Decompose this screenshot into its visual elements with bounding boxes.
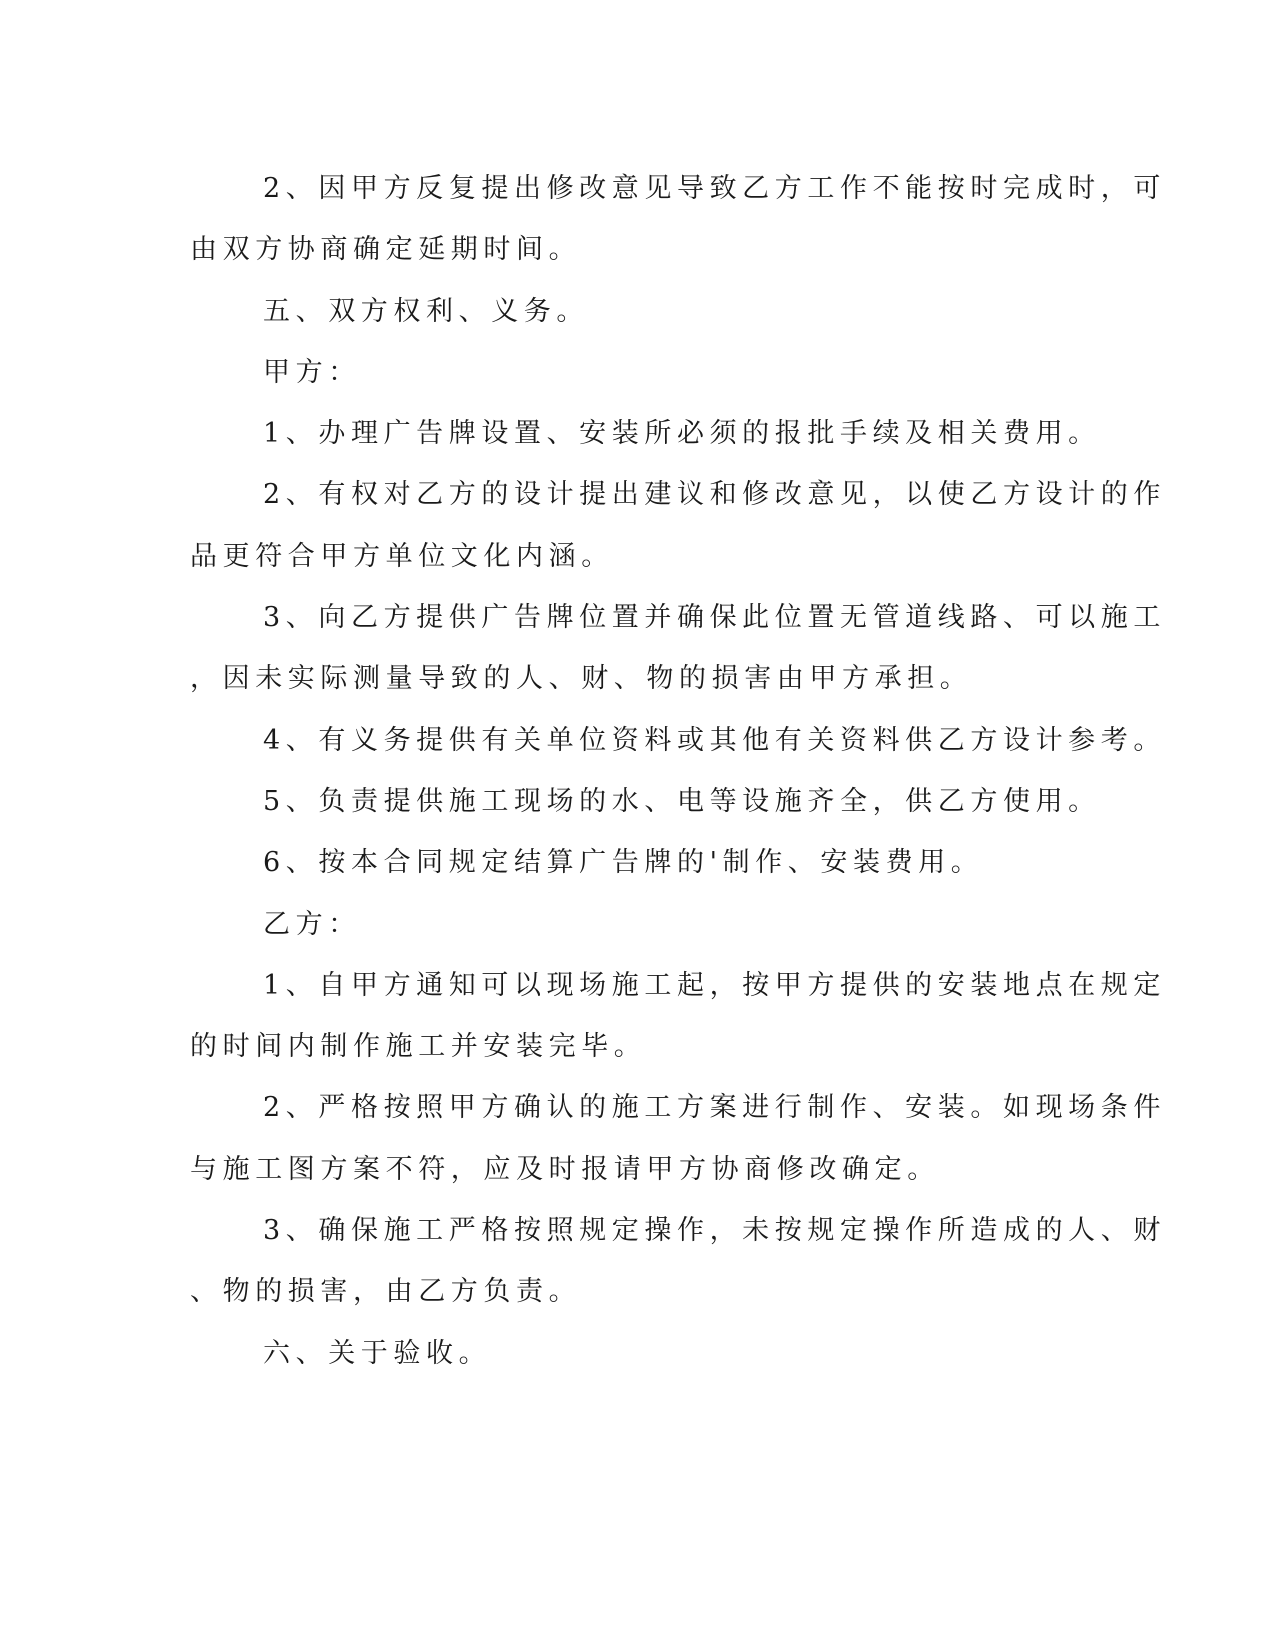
paragraph-line: 2、严格按照甲方确认的施工方案进行制作、安装。如现场条件 xyxy=(263,1092,1166,1124)
paragraph-line: 1、办理广告牌设置、安装所必须的报批手续及相关费用。 xyxy=(263,418,1101,450)
paragraph-line: ，因未实际测量导致的人、财、物的损害由甲方承担。 xyxy=(190,663,973,695)
paragraph-line: 与施工图方案不符，应及时报请甲方协商修改确定。 xyxy=(190,1153,940,1185)
paragraph-line: 3、向乙方提供广告牌位置并确保此位置无管道线路、可以施工 xyxy=(263,602,1166,634)
section-heading: 六、关于验收。 xyxy=(263,1337,492,1369)
section-heading: 五、双方权利、义务。 xyxy=(263,295,589,327)
paragraph-line: 5、负责提供施工现场的水、电等设施齐全，供乙方使用。 xyxy=(263,785,1101,817)
paragraph-line: 品更符合甲方单位文化内涵。 xyxy=(190,540,614,572)
party-b-heading: 乙方： xyxy=(263,908,361,940)
paragraph-line: 3、确保施工严格按照规定操作，未按规定操作所造成的人、财 xyxy=(263,1215,1166,1247)
paragraph-line: 由双方协商确定延期时间。 xyxy=(190,234,582,266)
paragraph-line: 的时间内制作施工并安装完毕。 xyxy=(190,1031,647,1063)
paragraph-line: 6、按本合同规定结算广告牌的'制作、安装费用。 xyxy=(263,847,984,879)
paragraph-line: 1、自甲方通知可以现场施工起，按甲方提供的安装地点在规定 xyxy=(263,969,1166,1001)
paragraph-line: 2、因甲方反复提出修改意见导致乙方工作不能按时完成时，可 xyxy=(263,173,1166,204)
paragraph-line: 2、有权对乙方的设计提出建议和修改意见，以使乙方设计的作 xyxy=(263,479,1166,511)
document-body xyxy=(190,158,1166,1384)
paragraph-line: 4、有义务提供有关单位资料或其他有关资料供乙方设计参考。 xyxy=(263,724,1166,756)
paragraph-line: 、物的损害，由乙方负责。 xyxy=(190,1276,582,1308)
party-a-heading: 甲方： xyxy=(263,356,361,388)
